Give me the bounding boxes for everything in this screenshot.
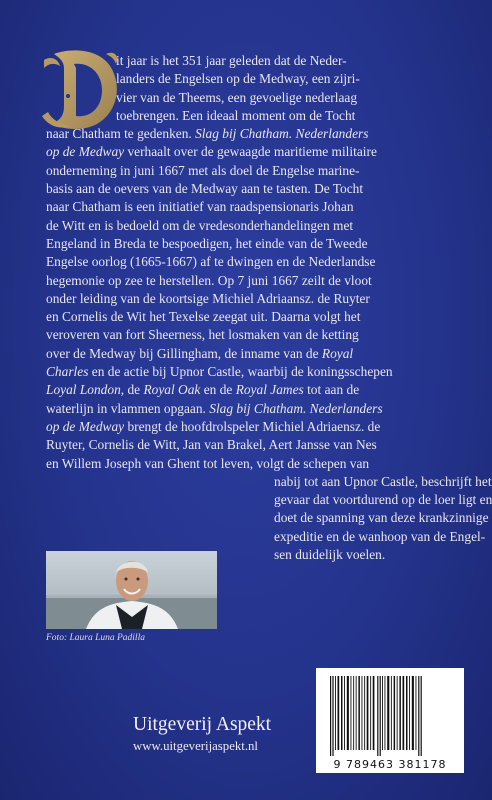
- blurb-segment: en Willem Joseph van Ghent tot leven, volgt de schepen van: [46, 455, 370, 471]
- blurb-segment: veroveren van fort Sheerness, het losmaken van de ketting: [46, 327, 359, 343]
- barcode-bar: [358, 676, 360, 750]
- blurb-segment: verhaalt over de gewaagde maritieme militaire: [124, 144, 377, 160]
- barcode-bar: [394, 676, 396, 750]
- barcode-bar: [332, 676, 333, 756]
- blurb-line: [46, 436, 456, 454]
- title-reference: Royal Oak: [143, 382, 201, 398]
- barcode-bar: [403, 676, 405, 750]
- blurb-line: [46, 198, 456, 216]
- blurb-line: [46, 491, 492, 509]
- isbn-barcode: [316, 668, 464, 773]
- blurb-segment: naar Chatham te gedenken.: [46, 126, 196, 142]
- barcode-bar: [373, 676, 375, 750]
- blurb-segment: onderneming in juni 1667 met als doel de Engelse marine-: [46, 162, 360, 178]
- blurb-segment: Ruyter, Cornelis de Witt, Jan van Brakel, Aert Jansse van Nes: [46, 437, 377, 453]
- title-reference: op de Medway: [46, 144, 125, 160]
- barcode-bar: [344, 676, 345, 750]
- barcode-bar: [356, 676, 357, 750]
- blurb-segment: , de: [120, 382, 144, 398]
- publisher-name: Uitgeverij Aspekt: [133, 714, 272, 735]
- barcode-bar: [341, 676, 343, 750]
- blurb-line: [46, 235, 456, 253]
- blurb-line: [46, 473, 492, 491]
- barcode-bar: [397, 676, 398, 750]
- barcode-bar: [377, 676, 378, 756]
- barcode-bar: [380, 676, 381, 756]
- barcode-bars: [326, 676, 454, 756]
- blurb-line: [46, 290, 456, 308]
- author-photo: [46, 551, 217, 629]
- barcode-bar: [399, 676, 401, 750]
- blurb-segment: en Cornelis de Wit het Texelse zeegat uit. Daarna volgt het: [46, 309, 361, 325]
- blurb-line: [46, 528, 486, 546]
- blurb-line: [46, 381, 456, 399]
- blurb-segment: sen duidelijk voelen.: [274, 547, 386, 563]
- barcode-bar: [409, 676, 410, 750]
- barcode-bar: [370, 676, 371, 750]
- blurb-segment: tot aan de: [303, 382, 360, 398]
- barcode-bar: [335, 676, 336, 750]
- title-reference: Slag bij Chatham. Nederlanders: [209, 400, 383, 416]
- blurb-line: [46, 308, 456, 326]
- blurb-line: [46, 326, 456, 344]
- barcode-bar: [406, 676, 408, 750]
- blurb-segment: gevaar dat voortdurend op de loer ligt en: [274, 492, 492, 508]
- blurb-segment: Engeland in Breda te bespoedigen, het einde van de Tweede: [46, 235, 368, 251]
- barcode-number: 9 789463 381178: [333, 758, 447, 771]
- blurb-segment: doet de spanning van deze krankzinnige: [274, 510, 489, 526]
- publisher-url[interactable]: www.uitgeverijaspekt.nl: [133, 739, 258, 753]
- barcode-bar: [338, 676, 340, 750]
- title-reference: Royal James: [235, 382, 304, 398]
- barcode-bar: [347, 676, 349, 750]
- barcode-bar: [353, 676, 354, 750]
- blurb-segment: nabij tot aan Upnor Castle, beschrijft het: [274, 473, 492, 489]
- blurb-line: [46, 180, 456, 198]
- blurb-segment: vier van de Theems, een gevoelige nederlaag: [116, 89, 358, 105]
- title-reference: op de Medway: [46, 418, 125, 434]
- barcode-bar: [382, 676, 383, 750]
- barcode-bar: [351, 676, 352, 750]
- blurb-segment: onder leiding van de koortsige Michiel Adriaansz. de Ruyter: [46, 290, 370, 306]
- barcode-bar: [416, 676, 417, 750]
- blurb-segment: hegemonie op zee te herstellen. Op 7 juni 1667 zeilt de vloot: [46, 272, 372, 288]
- barcode-bar: [391, 676, 392, 750]
- barcode-bar: [421, 676, 422, 756]
- barcode-bar: [367, 676, 369, 750]
- blurb-segment: basis aan de oevers van de Medway aan te tasten. De Tocht: [46, 181, 364, 197]
- barcode-bar: [362, 676, 363, 750]
- blurb-line: [46, 217, 456, 235]
- blurb-line: [46, 272, 456, 290]
- barcode-bar: [387, 676, 389, 750]
- barcode-bar: [418, 676, 419, 756]
- blurb-segment: naar Chatham is een initiatief van raadspensionaris Johan: [46, 199, 354, 215]
- blurb-line: [46, 143, 456, 161]
- title-reference: Royal: [321, 345, 354, 361]
- blurb-text: [46, 52, 492, 564]
- blurb-line: [46, 125, 456, 143]
- blurb-segment: brengt de hoofdrolspeler Michiel Adriaensz. de: [124, 418, 381, 434]
- blurb-segment: over de Medway bij Gillingham, de inname van de: [46, 345, 322, 361]
- blurb-segment: toebrengen. Een ideaal moment om de Tocht: [116, 107, 356, 123]
- blurb-segment: en de: [200, 382, 236, 398]
- blurb-line: [46, 162, 456, 180]
- barcode-bar: [364, 676, 365, 750]
- blurb-line: [46, 107, 456, 125]
- blurb-segment: expeditie en de wanhoop van de Engel-: [274, 528, 486, 544]
- barcode-bar: [385, 676, 386, 750]
- blurb-line: [46, 455, 456, 473]
- blurb-segment: Engelse oorlog (1665-1667) af te dwingen en de Nederlandse: [46, 254, 376, 270]
- blurb-line: [46, 345, 456, 363]
- blurb-segment: landers de Engelsen op de Medway, een zijri-: [116, 71, 360, 87]
- barcode-bar: [330, 676, 331, 756]
- barcode-bar: [412, 676, 414, 750]
- blurb-segment: waterlijn in vlammen opgaan.: [46, 400, 210, 416]
- blurb-segment: it jaar is het 351 jaar geleden dat de Neder-: [116, 53, 347, 68]
- blurb-line: [46, 400, 456, 418]
- blurb-segment: de Witt en is bedoeld om de vredesonderhandelingen met: [46, 217, 354, 233]
- title-reference: Charles: [46, 364, 89, 380]
- blurb-line: [46, 70, 456, 88]
- blurb-line: [46, 363, 456, 381]
- photo-caption: Foto: Laura Luna Padilla: [46, 633, 145, 643]
- blurb-line: [46, 89, 456, 107]
- blurb-line: [46, 52, 456, 70]
- blurb-line: [46, 418, 456, 436]
- blurb-line: [46, 253, 456, 271]
- blurb-segment: en de actie bij Upnor Castle, waarbij de koningsschepen: [88, 364, 393, 380]
- blurb-line: [46, 509, 489, 527]
- title-reference: Loyal London: [46, 382, 121, 398]
- title-reference: Slag bij Chatham. Nederlanders: [195, 126, 369, 142]
